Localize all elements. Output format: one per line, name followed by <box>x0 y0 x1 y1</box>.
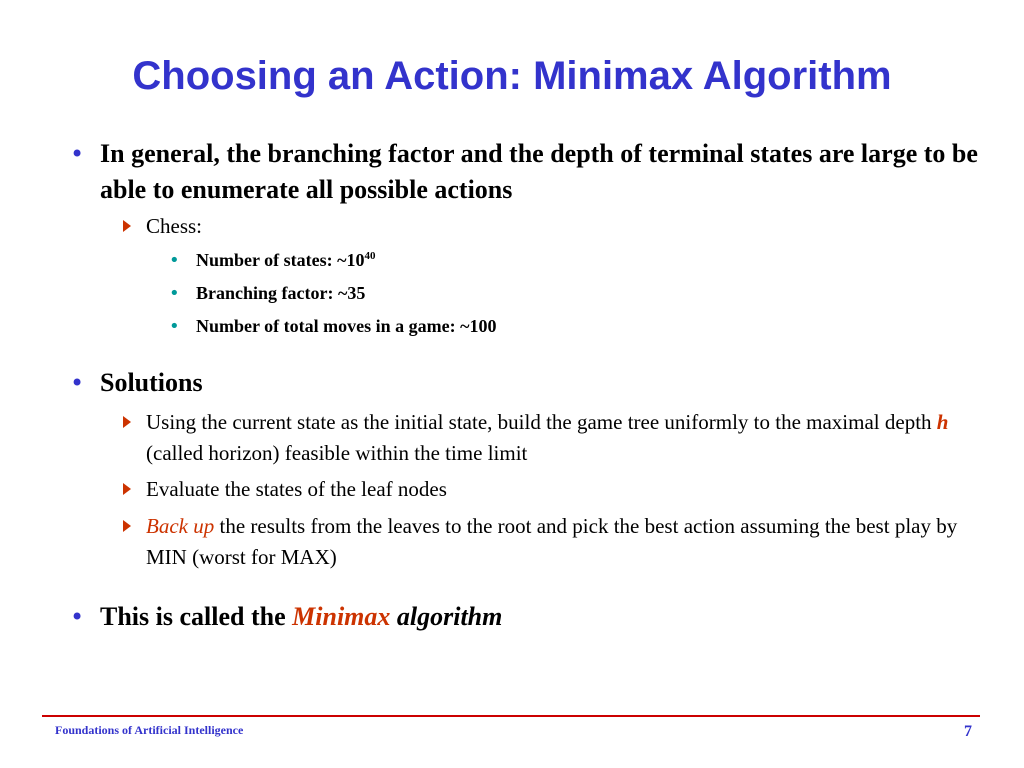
page-number: 7 <box>964 723 972 740</box>
arrow-bullet-icon <box>123 416 131 428</box>
arrow-bullet-icon <box>123 520 131 532</box>
bullet-branching-factor <box>0 136 1024 208</box>
sub-bullet-text-after: the results from the leaves to the root and pick the best action assuming the best play by MIN (worst for MAX) <box>146 514 958 569</box>
sub-bullet-text-before: Using the current state as the initial state, build the game tree uniformly to the maximal depth <box>146 410 937 434</box>
sub-bullet-chess <box>0 211 1024 242</box>
item-text: Number of states: ~10 <box>196 250 365 270</box>
sub-bullet-text: Chess: <box>146 214 203 238</box>
slide-content <box>0 136 1024 635</box>
item-text: Branching factor: ~35 <box>196 283 366 303</box>
slide-title: Choosing an Action: Minimax Algorithm <box>132 54 892 98</box>
exponent: 40 <box>364 250 376 262</box>
footer-course-name: Foundations of Artificial Intelligence <box>55 723 244 737</box>
minimax-term: Minimax <box>292 602 391 631</box>
arrow-bullet-icon <box>123 483 131 495</box>
sub-bullet-text: Evaluate the states of the leaf nodes <box>146 477 447 501</box>
bullet-dot-icon: • <box>70 603 85 631</box>
small-dot-icon: • <box>169 316 180 337</box>
sub-bullet-text-after: (called horizon) feasible within the time limit <box>146 441 528 465</box>
chess-item-total-moves <box>0 310 1024 343</box>
back-up-term: Back up <box>146 514 215 538</box>
item-text: Number of total moves in a game: ~100 <box>196 316 497 336</box>
small-dot-icon: • <box>169 250 180 271</box>
bullet-dot-icon: • <box>70 369 85 397</box>
bullet-text: Solutions <box>100 368 203 397</box>
chess-item-branching-factor <box>0 277 1024 310</box>
sub-bullet-build-tree <box>0 407 1024 469</box>
sub-bullet-back-up <box>0 511 1024 573</box>
bullet-text-after: algorithm <box>390 602 503 631</box>
bullet-text: In general, the branching factor and the depth of terminal states are large to be able to enumerate all possible actions <box>100 139 978 204</box>
bullet-text-before: This is called the <box>100 602 293 631</box>
footer-divider <box>42 715 980 717</box>
chess-item-number-of-states <box>0 244 1024 277</box>
bullet-solutions <box>0 365 1024 401</box>
sub-bullet-evaluate <box>0 474 1024 505</box>
small-dot-icon: • <box>169 283 180 304</box>
horizon-symbol: h <box>936 410 949 434</box>
arrow-bullet-icon <box>123 220 131 232</box>
bullet-minimax <box>0 599 1024 635</box>
bullet-dot-icon: • <box>70 140 85 168</box>
